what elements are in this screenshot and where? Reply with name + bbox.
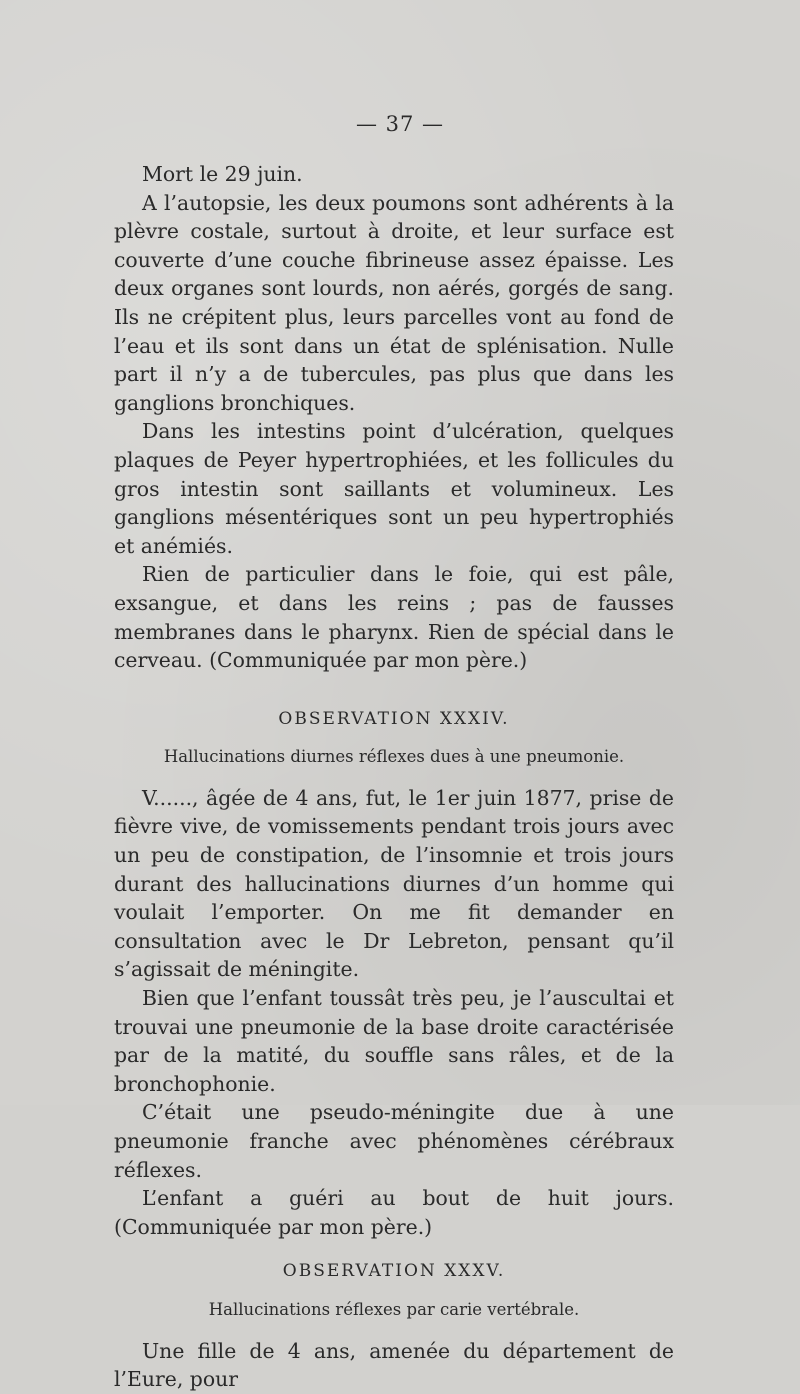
paragraph: Dans les intestins point d’ulcération, quelques plaques de Peyer hypertrophiées, et les follicules du gros intestin sont saillants et volumineux. Les ganglions mésentériques sont un peu hypertrophiés et anémiés.: [114, 419, 674, 558]
paragraph: L’enfant a guéri au bout de huit jours. (Communiquée par mon père.): [114, 1186, 674, 1239]
observation-34-title: OBSERVATION XXXIV.: [278, 708, 510, 729]
observation-35-title: OBSERVATION XXXV.: [282, 1261, 506, 1282]
paragraph: V......, âgée de 4 ans, fut, le 1er juin 1877, prise de fièvre vive, de vomissements pendant trois jours avec un peu de constipation, de l’insomnie et trois jours durant des hallucinations diurnes d’un homme qui voulait l’emporter. On me fit demander en consultation avec le Dr Lebreton, pensant qu’il s’agissait de méningite.: [114, 785, 674, 982]
observation-35-subtitle: Hallucinations réflexes par carie vertébrale.: [208, 1299, 580, 1319]
page-number: — 37 —: [355, 112, 445, 136]
paragraph: Une fille de 4 ans, amenée du département de l’Eure, pour: [114, 1338, 674, 1392]
body-text: [114, 160, 674, 1394]
paragraph: Bien que l’enfant toussât très peu, je l’auscultai et trouvai une pneumonie de la base droite caractérisée par de la matité, du souffle sans râles, et de la bronchophonie.: [114, 986, 674, 1096]
paragraph: Rien de particulier dans le foie, qui est pâle, exsangue, et dans les reins ; pas de fausses membranes dans le pharynx. Rien de spécial dans le cerveau. (Communiquée par mon père.): [114, 562, 674, 673]
paragraph: C’était une pseudo-méningite due à une pneumonie franche avec phénomènes cérébraux réflexes.: [114, 1100, 674, 1182]
observation-34-subtitle: Hallucinations diurnes réflexes dues à une pneumonie.: [163, 747, 625, 767]
paragraph: Mort le 29 juin.: [142, 162, 303, 186]
paragraph: A l’autopsie, les deux poumons sont adhérents à la plèvre costale, surtout à droite, et leur surface est couverte d’une couche fibrineuse assez épaisse. Les deux organes sont lourds, non aérés, gorgés de sang. Ils ne crépitent plus, leurs parcelles vont au fond de l’eau et ils sont dans un état de splénisation. Nulle part il n’y a de tubercules, pas plus que dans les ganglions bronchiques.: [114, 190, 674, 415]
